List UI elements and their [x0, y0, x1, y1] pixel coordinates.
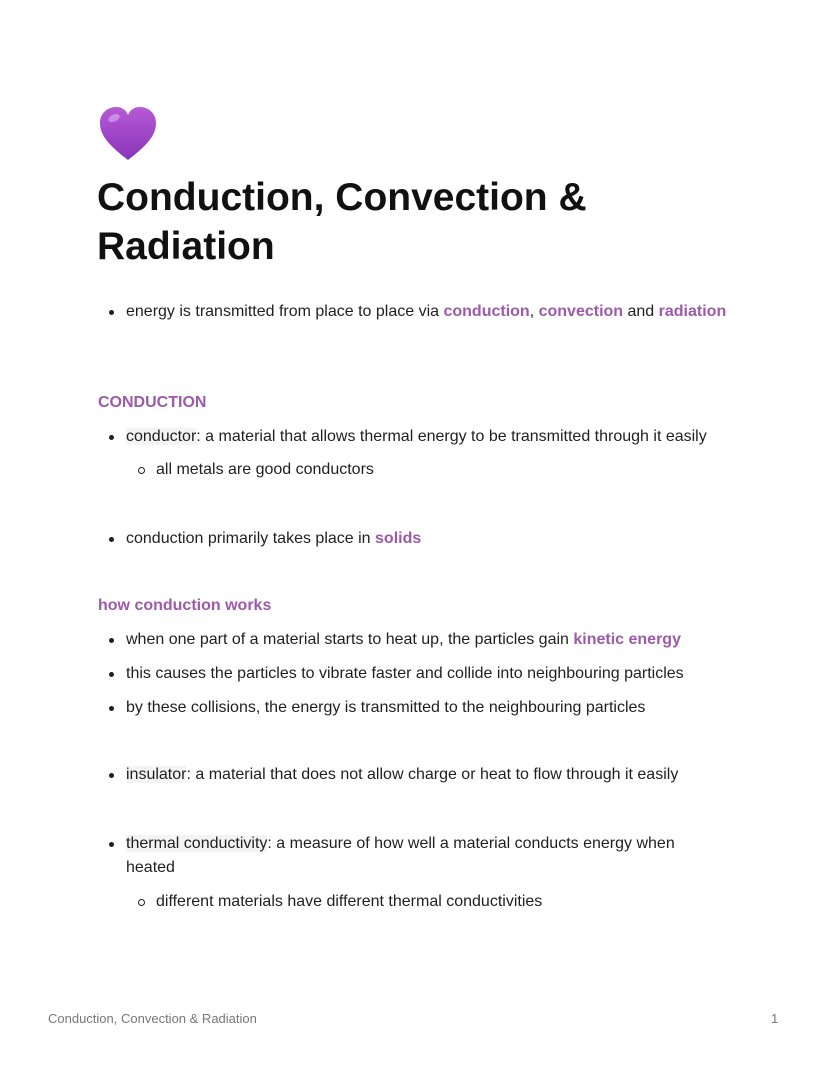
keyword-radiation: radiation: [658, 303, 727, 320]
sub-list-item: [98, 890, 698, 914]
term-insulator: insulator: [126, 766, 187, 783]
list-item: [98, 832, 698, 880]
keyword-kinetic-energy: kinetic energy: [573, 631, 681, 648]
works-text: by these collisions, the energy is transmitted to the neighbouring particles: [126, 699, 646, 716]
section-heading-conduction: CONDUCTION: [98, 394, 207, 411]
list-item: [98, 696, 738, 720]
solids-list: [98, 527, 738, 551]
definition-text: : a material that allows thermal energy to be transmitted through it easily: [196, 428, 707, 445]
footer-title: Conduction, Convection & Radiation: [48, 1011, 257, 1026]
sub-list-item: [98, 458, 738, 482]
definition-text: : a material that does not allow charge or heat to flow through it easily: [186, 766, 679, 783]
page-number: 1: [771, 1011, 779, 1026]
sub-item-text: different materials have different thermal conductivities: [156, 893, 543, 910]
list-item: [98, 628, 738, 652]
term-conductor: conductor: [126, 428, 197, 445]
sub-item-text: all metals are good conductors: [156, 461, 374, 478]
list-item: [98, 425, 738, 449]
keyword-convection: convection: [538, 303, 624, 320]
intro-text: ,: [529, 303, 539, 320]
keyword-conduction: conduction: [443, 303, 530, 320]
works-text: when one part of a material starts to heat up, the particles gain: [126, 631, 574, 648]
insulator-list: [98, 763, 738, 787]
section-heading-how-conduction-works: how conduction works: [98, 597, 272, 614]
solids-text: conduction primarily takes place in: [126, 530, 376, 547]
thermal-list: [98, 832, 698, 914]
list-item: [98, 763, 738, 787]
purple-heart-icon: [98, 106, 158, 162]
how-works-list: [98, 628, 738, 720]
definition-text: : a measure of how well a material conducts energy when heated: [126, 835, 675, 876]
intro-text: energy is transmitted from place to place via: [126, 303, 444, 320]
intro-text: and: [623, 303, 659, 320]
list-item: [98, 662, 738, 686]
list-item: [98, 527, 738, 551]
keyword-solids: solids: [375, 530, 422, 547]
term-thermal-conductivity: thermal conductivity: [126, 835, 268, 852]
intro-list: [98, 300, 738, 324]
page-title: Conduction, Convection & Radiation: [97, 176, 587, 268]
list-item: [98, 300, 738, 324]
conductor-list: [98, 425, 738, 482]
works-text: this causes the particles to vibrate faster and collide into neighbouring particles: [126, 665, 684, 682]
